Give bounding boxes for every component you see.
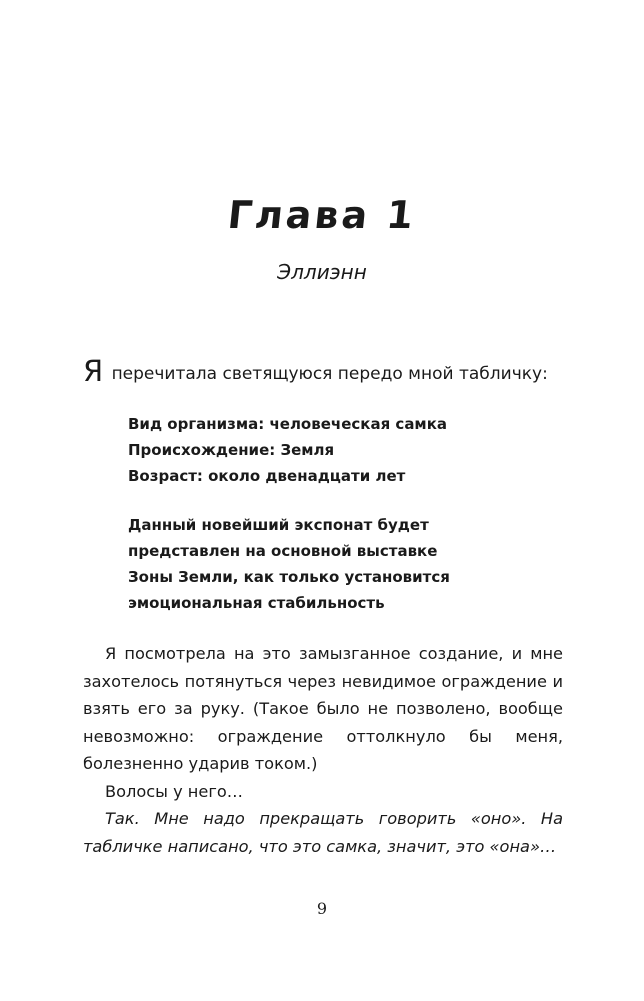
plaque-note bbox=[128, 512, 548, 616]
paragraph: Я посмотрела на это замызганное создание, и мне захотелось потянуться через невидимое ограждение и взять его за руку. (Такое было не позволено, вообще невозможно: ограждение оттолкнуло бы меня, болезненно ударив током.) bbox=[83, 644, 563, 773]
plaque-line: эмоциональная стабильность bbox=[128, 594, 385, 612]
chapter-title: Глава 1 bbox=[225, 193, 419, 237]
intro-text: перечитала светящуюся передо мной табличку: bbox=[111, 364, 548, 384]
plaque-line: Возраст: около двенадцати лет bbox=[128, 467, 406, 485]
paragraph-italic: Так. Мне надо прекращать говорить «оно». На табличке написано, что это самка, значит, это «она»… bbox=[83, 809, 563, 856]
body-text bbox=[83, 640, 563, 860]
paragraph: Волосы у него… bbox=[105, 781, 243, 801]
plaque-line: Происхождение: Земля bbox=[128, 441, 335, 459]
chapter-narrator: Эллиэнн bbox=[277, 260, 367, 284]
dropcap-letter: Я bbox=[83, 354, 104, 388]
plaque-line: Данный новейший экспонат будет bbox=[128, 516, 429, 534]
intro-paragraph bbox=[83, 354, 563, 388]
plaque-line: Зоны Земли, как только установится bbox=[128, 568, 450, 586]
plaque-line: представлен на основной выставке bbox=[128, 542, 438, 560]
page-number: 9 bbox=[316, 899, 328, 918]
plaque-line: Вид организма: человеческая самка bbox=[128, 415, 447, 433]
plaque-facts bbox=[128, 411, 548, 489]
